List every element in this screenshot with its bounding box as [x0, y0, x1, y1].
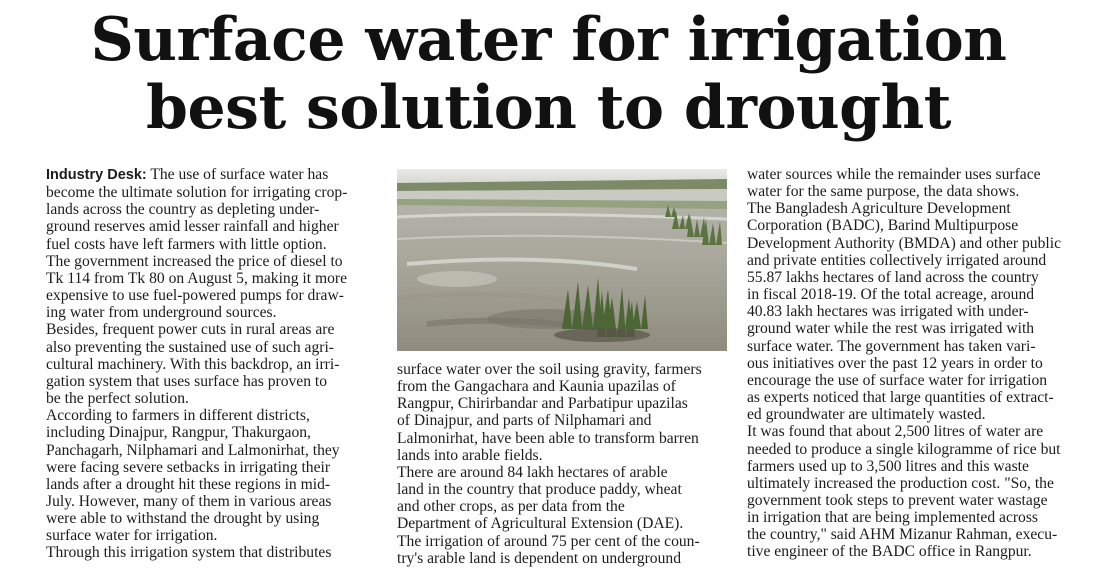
article-column-1 — [46, 166, 376, 562]
paragraph-line: from the Gangachara and Kaunia upazilas of — [397, 378, 676, 396]
paragraph-line: the country," said AHM Mizanur Rahman, execu- — [747, 526, 1058, 544]
paragraph-line: land in the country that produce paddy, wheat — [397, 481, 682, 499]
paragraph-line: According to farmers in different districts, — [46, 407, 310, 425]
paragraph-line: It was found that about 2,500 litres of water are — [747, 423, 1044, 441]
paragraph-line: lands into arable fields. — [397, 446, 543, 464]
paragraph-line: expensive to use fuel-powered pumps for draw- — [46, 287, 344, 305]
paragraph-line: encourage the use of surface water for irrigation — [747, 371, 1048, 389]
paragraph-line: be the perfect solution. — [46, 390, 189, 408]
paragraph-line: Development Authority (BMDA) and other public — [747, 234, 1061, 252]
paragraph-line: Lalmonirhat, have been able to transform barren — [397, 429, 699, 447]
paragraph-line: ground water while the rest was irrigated with — [747, 320, 1035, 338]
headline — [0, 6, 1097, 142]
paragraph-line: try's arable land is dependent on underground — [397, 549, 681, 567]
paragraph-line: farmers used up to 3,500 litres and this waste — [747, 457, 1029, 475]
paragraph-line: cultural machinery. With this backdrop, an irri- — [46, 355, 340, 373]
paragraph-line: Rangpur, Chirirbandar and Parbatipur upazilas — [397, 395, 688, 413]
paragraph-line: were facing severe setbacks in irrigating their — [46, 458, 331, 476]
article-column-2 — [397, 361, 727, 567]
paragraph-line: surface water for irrigation. — [46, 527, 218, 545]
paragraph-line: The government increased the price of diesel to — [46, 252, 343, 270]
article-column-3 — [747, 166, 1087, 561]
paragraph-line: ous initiatives over the past 12 years in order to — [747, 354, 1043, 372]
paragraph-line: water sources while the remainder uses surface — [747, 166, 1041, 183]
headline-line-1: Surface water for irrigation — [90, 5, 1007, 75]
paragraph-line: including Dinajpur, Rangpur, Thakurgaon, — [46, 424, 311, 442]
paragraph-line: and private entities collectively irrigated around — [747, 251, 1047, 269]
rice-paddy-field-photo — [397, 169, 727, 351]
paragraph-line: Panchagarh, Nilphamari and Lalmonirhat, they — [46, 441, 340, 459]
paragraph-line: as experts noticed that large quantities of extract- — [747, 389, 1054, 407]
paragraph-line: surface water over the soil using gravity, farmers — [397, 361, 702, 378]
paragraph-line: ing water from underground sources. — [46, 304, 277, 322]
paragraph-line: in fiscal 2018-19. Of the total acreage, around — [747, 286, 1035, 304]
paragraph-line: government took steps to prevent water wastage — [747, 491, 1048, 509]
paragraph-line: Besides, frequent power cuts in rural areas are — [46, 321, 335, 339]
headline-line-2: best solution to drought — [146, 73, 951, 143]
paragraph-line: There are around 84 lakh hectares of arable — [397, 463, 668, 481]
paragraph-line: ed groundwater are ultimately wasted. — [747, 406, 986, 424]
paragraph-line: gation system that uses surface has proven to — [46, 372, 328, 390]
paragraph-line: lands after a drought hit these regions in mid- — [46, 475, 331, 493]
paragraph-line: Corporation (BADC), Barind Multipurpose — [747, 217, 1019, 235]
byline: Industry Desk: — [46, 167, 147, 183]
paragraph-line: The Bangladesh Agriculture Development — [747, 200, 1011, 218]
paragraph-line: become the ultimate solution for irrigating crop- — [46, 184, 348, 202]
paragraph-line: ground reserves amid lesser rainfall and higher — [46, 218, 339, 236]
paragraph-line: fuel costs have left farmers with little option. — [46, 235, 327, 253]
paragraph-line: water for the same purpose, the data shows. — [747, 183, 1020, 201]
paragraph-line: Department of Agricultural Extension (DAE). — [397, 515, 684, 533]
paragraph-line: were able to withstand the drought by using — [46, 510, 320, 528]
paragraph-line: and other crops, as per data from the — [397, 498, 625, 516]
paragraph-line: ultimately increased the production cost. "So, the — [747, 474, 1054, 492]
paragraph-line: of Dinajpur, and parts of Nilphamari and — [397, 412, 652, 430]
paragraph-line: needed to produce a single kilogramme of rice but — [747, 440, 1061, 458]
paragraph-line: in irrigation that are being implemented across — [747, 509, 1038, 527]
paragraph-line: Industry Desk: The use of surface water has — [46, 166, 329, 183]
paragraph-line: 55.87 lakhs hectares of land across the country — [747, 268, 1039, 286]
paragraph-line: Tk 114 from Tk 80 on August 5, making it more — [46, 269, 348, 287]
paragraph-line: surface water. The government has taken vari- — [747, 337, 1036, 355]
paragraph-line: The irrigation of around 75 per cent of the coun- — [397, 532, 700, 550]
paragraph-line: Through this irrigation system that distributes — [46, 544, 332, 562]
paragraph-line: July. However, many of them in various areas — [46, 492, 332, 510]
paragraph-line: 40.83 lakh hectares was irrigated with under- — [747, 303, 1029, 321]
paragraph-line: tive engineer of the BADC office in Rangpur. — [747, 543, 1032, 561]
paragraph-line: lands across the country as depleting under- — [46, 201, 320, 219]
paragraph-line: also preventing the sustained use of such agri- — [46, 338, 334, 356]
rice-paddy-photo-icon — [397, 169, 727, 351]
